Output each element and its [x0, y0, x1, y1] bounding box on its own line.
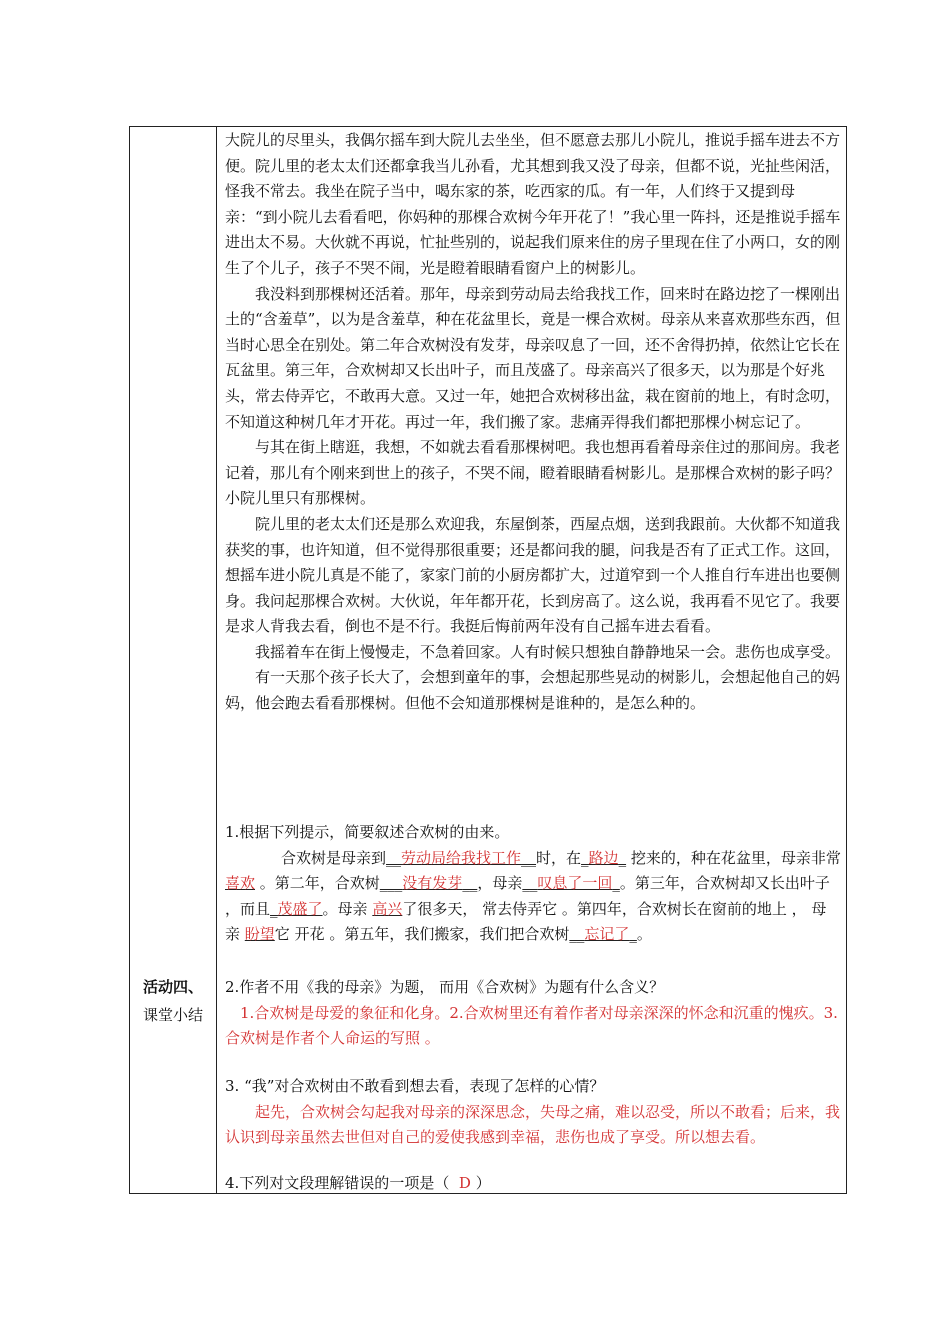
passage-paragraph: 院儿里的老太太们还是那么欢迎我，东屋倒茶，西屋点烟，送到我跟前。大伙都不知道我获奖的事，也许知道，但不觉得那很重要；还是都问我的腿，问我是否有了正式工作。这回，想摇车进小院儿真是不能了，家家门前的小厨房都扩大，过道窄到一个人推自行车进出也要侧身。我问起那棵合欢树。大伙说，年年都开花，长到房高了。这么说，我再看不见它了。我要是求人背我去看，倒也不是不行。我挺后悔前两年没有自己摇车进去看看。	[225, 514, 841, 636]
passage-paragraph: 大院儿的尽里头，我偶尔摇车到大院儿去坐坐，但不愿意去那儿小院儿，推说手摇车进去不方便。院儿里的老太太们还都拿我当儿孙看，尤其想到我又没了母亲，但都不说，光扯些闲活，怪我不常去。我坐在院子当中，喝东家的茶，吃西家的瓜。有一年，人们终于又提到母亲：“到小院儿去看看吧，你妈种的那棵合欢树今年开花了！”我心里一阵抖，还是推说手摇车进出太不易。大伙就不再说，忙扯些别的，说起我们原来住的房子里现在住了小两口，女的刚生了个儿子，孩子不哭不闹，光是瞪着眼睛看窗户上的树影儿。	[225, 131, 841, 277]
answer-fill: 喜欢	[225, 874, 256, 893]
blank: _路边_	[581, 848, 627, 867]
answer-text: 它 开花 。第五年，我们搬家，我们把合欢树	[274, 925, 570, 944]
blank: __忘记了_	[569, 925, 637, 944]
answer-text: 。第三年，合欢树却又长出叶子 ，而且	[225, 874, 830, 918]
activity-label	[130, 973, 216, 1029]
answer-fill: 高兴	[372, 899, 403, 918]
blank: __劳动局给我找工作__	[386, 848, 537, 867]
passage-paragraph: 与其在街上瞎逛，我想，不如就去看看那棵树吧。我也想再看着母亲住过的那间房。我老记着，那儿有个刚来到世上的孩子，不哭不闹，瞪着眼睛看树影儿。是那棵合欢树的影子吗？小院儿里只有那棵树。	[225, 438, 841, 508]
answer-text: 时，在	[536, 848, 582, 867]
question-3	[225, 1074, 841, 1151]
answer-text: ，母亲	[477, 874, 523, 893]
answer-fill: 忘记了	[584, 925, 630, 944]
lesson-table	[129, 126, 847, 1194]
answer-fill: 没有发芽	[402, 874, 463, 893]
question-title: 3. “我”对合欢树由不敢看到想去看，表现了怎样的心情？	[225, 1077, 605, 1095]
passage-paragraph: 我没料到那棵树还活着。那年，母亲到劳动局去给我找工作，回来时在路边挖了一棵刚出土的“含羞草”，以为是含羞草，种在花盆里长，竟是一棵合欢树。母亲从来喜欢那些东西，但当时心思全在别处。第二年合欢树没有发芽，母亲叹息了一回，还不舍得扔掉，依然让它长在瓦盆里。第三年，合欢树却又长出叶子，而且茂盛了。母亲高兴了很多天，以为那是个好兆头，常去侍弄它，不敢再大意。又过一年，她把合欢树移出盆，栽在窗前的地上，有时念叨，不知道这种树几年才开花。再过一年，我们搬了家。悲痛弄得我们都把那棵小树忘记了。	[225, 284, 841, 431]
blank	[372, 900, 402, 918]
question-1	[225, 820, 841, 948]
answer-text: 合欢树是母亲到	[281, 848, 387, 867]
answer-text: 。母亲	[322, 899, 373, 918]
question-2	[225, 975, 841, 1052]
blank	[245, 925, 275, 943]
answer-text: 了很多天， 常去侍弄它 。第四年，合欢树长在窗前的地上 ， 母亲	[225, 899, 827, 944]
column-divider	[216, 127, 217, 1193]
question-text: 4.下列对文段理解错误的一项是（	[225, 1174, 450, 1192]
answer-text: 。第二年，合欢树	[255, 874, 380, 893]
question-title: 1.根据下列提示，简要叙述合欢树的由来。	[225, 823, 510, 841]
blank: ___没有发芽__	[379, 874, 478, 893]
answer-text: 挖来的，种在花盆里，母亲非常	[626, 848, 841, 867]
reading-passage	[225, 128, 841, 717]
activity-title: 活动四、	[142, 978, 203, 996]
blank: _茂盛了	[270, 899, 323, 918]
question-text: ）	[475, 1174, 491, 1192]
answer-text: 。	[636, 925, 652, 944]
answer-fill: 路边	[588, 848, 619, 867]
answer-fill: 茂盛了	[277, 899, 323, 918]
passage-paragraph: 我摇着车在街上慢慢走，不急着回家。人有时候只想独自静静地呆一会。悲伤也成享受。	[255, 642, 841, 661]
answer-choice: D	[458, 1174, 471, 1192]
blank	[225, 874, 255, 892]
answer-fill: 劳动局给我找工作	[401, 848, 522, 867]
question-answer: 1.合欢树是母爱的象征和化身。2.合欢树里还有着作者对母亲深深的怀念和沉重的愧疚。3.合欢树是作者个人命运的写照 。	[225, 1003, 838, 1048]
question-title	[225, 1171, 841, 1197]
answer-fill: 叹息了一回	[537, 874, 613, 893]
question-answer	[225, 846, 841, 948]
passage-paragraph: 有一天那个孩子长大了，会想到童年的事，会想起那些晃动的树影儿，会想起他自己的妈妈，他会跑去看看那棵树。但他不会知道那棵树是谁种的，是怎么种的。	[225, 668, 841, 713]
question-4	[225, 1171, 841, 1197]
question-answer: 起先，合欢树会勾起我对母亲的深深思念，失母之痛，难以忍受，所以不敢看；后来，我认识到母亲虽然去世但对自己的爱使我感到幸福，悲伤也成了享受。所以想去看。	[225, 1102, 841, 1147]
activity-subtitle: 课堂小结	[142, 1006, 203, 1024]
answer-fill: 盼望	[244, 925, 275, 944]
blank: __叹息了一回_	[522, 874, 620, 893]
question-title: 2.作者不用《我的母亲》为题， 而用《合欢树》为题有什么含义？	[225, 978, 665, 996]
